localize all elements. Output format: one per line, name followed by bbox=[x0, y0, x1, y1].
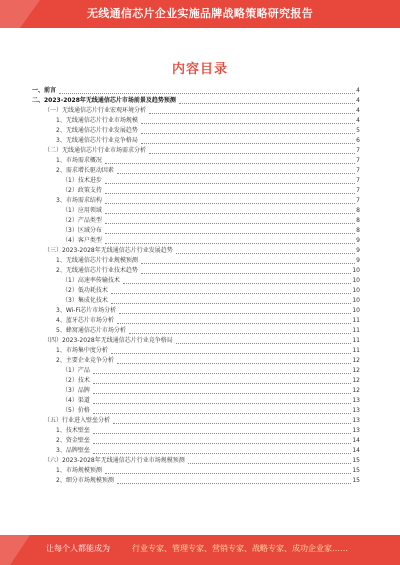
toc-page-number: 6 bbox=[356, 137, 360, 144]
toc-entry[interactable] bbox=[32, 356, 360, 366]
toc-dot-leader bbox=[176, 253, 355, 254]
toc-dot-leader bbox=[93, 403, 352, 404]
toc-dot-leader bbox=[93, 373, 352, 374]
toc-entry[interactable] bbox=[32, 206, 360, 216]
toc-entry-title: （五）行业进入壁垒分析 bbox=[44, 417, 111, 424]
toc-dot-leader bbox=[123, 283, 352, 284]
toc-dot-leader bbox=[105, 473, 352, 474]
toc-dot-leader bbox=[188, 463, 352, 464]
toc-entry-title: 2、资金壁垒 bbox=[56, 437, 90, 444]
toc-page-number: 11 bbox=[352, 317, 360, 324]
toc-entry-title: 5、蜂窝通信芯片市场分析 bbox=[56, 327, 126, 334]
toc-entry-title: （4）客户类型 bbox=[62, 237, 102, 244]
toc-dot-leader bbox=[105, 203, 355, 204]
toc-entry[interactable] bbox=[32, 286, 360, 296]
toc-page-number: 9 bbox=[356, 257, 360, 264]
toc-entry[interactable] bbox=[32, 136, 360, 146]
toc-entry[interactable] bbox=[32, 236, 360, 246]
toc-page-number: 11 bbox=[352, 337, 360, 344]
toc-page-number: 13 bbox=[352, 397, 360, 404]
toc-page-number: 13 bbox=[352, 427, 360, 434]
toc-entry-title: （2）技术 bbox=[62, 377, 90, 384]
footer-slogan-left: 让每个人都能成为 bbox=[46, 544, 110, 553]
toc-dot-leader bbox=[111, 303, 352, 304]
toc-dot-leader bbox=[149, 153, 355, 154]
toc-entry[interactable] bbox=[32, 266, 360, 276]
toc-entry[interactable] bbox=[32, 336, 360, 346]
toc-page-number: 7 bbox=[356, 177, 360, 184]
toc-dot-leader bbox=[141, 263, 355, 264]
toc-entry[interactable] bbox=[32, 96, 360, 106]
toc-entry-title: 1、无线通信芯片行业市场规模 bbox=[56, 117, 138, 124]
toc-entry[interactable] bbox=[32, 196, 360, 206]
toc-page-number: 10 bbox=[352, 297, 360, 304]
toc-page-number: 12 bbox=[352, 387, 360, 394]
toc-dot-leader bbox=[141, 123, 355, 124]
toc-dot-leader bbox=[117, 483, 352, 484]
toc-page-number: 4 bbox=[356, 107, 360, 114]
toc-dot-leader bbox=[141, 143, 355, 144]
toc-entry-title: （六）2023-2028年无线通信芯片行业市场规模预测 bbox=[44, 457, 185, 464]
toc-page-number: 9 bbox=[356, 237, 360, 244]
toc-entry-title: （二）无线通信芯片行业市场需求分析 bbox=[44, 147, 147, 154]
toc-page-number: 7 bbox=[356, 147, 360, 154]
toc-entry-title: 2、需求增长驱动因素 bbox=[56, 167, 114, 174]
toc-dot-leader bbox=[149, 113, 355, 114]
toc-entry-title: 二、2023-2028年无线通信芯片市场前景及趋势预测 bbox=[32, 97, 176, 104]
toc-dot-leader bbox=[105, 193, 355, 194]
toc-dot-leader bbox=[111, 353, 352, 354]
toc-dot-leader bbox=[105, 163, 355, 164]
toc-entry-title: 1、市场规模预测 bbox=[56, 467, 102, 474]
toc-page-number: 14 bbox=[352, 437, 360, 444]
toc-dot-leader bbox=[117, 363, 352, 364]
toc-entry[interactable] bbox=[32, 116, 360, 126]
toc-entry-title: （一）无线通信芯片行业宏观环境分析 bbox=[44, 107, 147, 114]
toc-dot-leader bbox=[93, 443, 352, 444]
toc-dot-leader bbox=[105, 243, 355, 244]
toc-entry[interactable] bbox=[32, 326, 360, 336]
toc-entry[interactable] bbox=[32, 316, 360, 326]
toc-dot-leader bbox=[113, 423, 351, 424]
report-title: 无线通信芯片企业实施品牌战略策略研究报告 bbox=[87, 7, 313, 20]
toc-entry-title: （1）高速率传输技术 bbox=[62, 277, 120, 284]
toc-entry[interactable] bbox=[32, 146, 360, 156]
toc-entry[interactable] bbox=[32, 156, 360, 166]
toc-entry-title: 4、蓝牙芯片市场分析 bbox=[56, 317, 114, 324]
toc-entry[interactable] bbox=[32, 456, 360, 466]
toc-page-number: 4 bbox=[356, 87, 360, 94]
toc-entry[interactable] bbox=[32, 306, 360, 316]
toc-page-number: 5 bbox=[356, 127, 360, 134]
toc-entry-title: （3）集成化技术 bbox=[62, 297, 108, 304]
toc-entry[interactable] bbox=[32, 346, 360, 356]
toc-entry[interactable] bbox=[32, 246, 360, 256]
toc-page-number: 15 bbox=[352, 477, 360, 484]
toc-page-number: 7 bbox=[356, 157, 360, 164]
toc-dot-leader bbox=[179, 103, 355, 104]
toc-dot-leader bbox=[117, 173, 355, 174]
toc-page-number: 9 bbox=[356, 247, 360, 254]
toc-page-number: 13 bbox=[352, 407, 360, 414]
header-banner bbox=[0, 0, 400, 28]
toc-dot-leader bbox=[93, 393, 352, 394]
toc-entry[interactable] bbox=[32, 386, 360, 396]
toc-entry[interactable] bbox=[32, 106, 360, 116]
toc-page-number: 15 bbox=[352, 467, 360, 474]
toc-entry-title: 2、无线通信芯片行业技术趋势 bbox=[56, 267, 138, 274]
toc-entry[interactable] bbox=[32, 166, 360, 176]
toc-page-number: 12 bbox=[352, 367, 360, 374]
toc-page-number: 11 bbox=[352, 327, 360, 334]
toc-entry-title: 3、Wi-Fi芯片市场分析 bbox=[56, 307, 117, 314]
toc-dot-leader bbox=[141, 273, 352, 274]
toc-entry-title: （1）技术进步 bbox=[62, 177, 102, 184]
toc-dot-leader bbox=[141, 133, 355, 134]
toc-entry[interactable] bbox=[32, 416, 360, 426]
toc-entry[interactable] bbox=[32, 216, 360, 226]
toc-entry-title: （1）应用领域 bbox=[62, 207, 102, 214]
toc-entry-title: （2）产品类型 bbox=[62, 217, 102, 224]
toc-entry[interactable] bbox=[32, 466, 360, 476]
toc-heading: 内容目录 bbox=[171, 62, 228, 77]
toc-entry-title: 1、市场需求概况 bbox=[56, 157, 102, 164]
toc-page-number: 10 bbox=[352, 287, 360, 294]
toc-entry-title: 1、无线通信芯片行业规模预测 bbox=[56, 257, 138, 264]
toc-entry-title: （3）品牌 bbox=[62, 387, 90, 394]
toc-page-number: 8 bbox=[356, 217, 360, 224]
toc-entry-title: （5）价格 bbox=[62, 407, 90, 414]
toc-entry[interactable] bbox=[32, 376, 360, 386]
footer-banner bbox=[0, 535, 400, 565]
toc-page-number: 4 bbox=[356, 117, 360, 124]
toc-entry[interactable] bbox=[32, 406, 360, 416]
toc-entry[interactable] bbox=[32, 296, 360, 306]
toc-page-number: 12 bbox=[352, 357, 360, 364]
toc-dot-leader bbox=[117, 323, 352, 324]
toc-page-number: 10 bbox=[352, 267, 360, 274]
toc-entry[interactable] bbox=[32, 256, 360, 266]
toc-dot-leader bbox=[176, 343, 352, 344]
toc-entry-title: 1、技术壁垒 bbox=[56, 427, 90, 434]
toc-entry-title: 2、细分市场规模预测 bbox=[56, 477, 114, 484]
toc-dot-leader bbox=[105, 183, 355, 184]
toc-entry[interactable] bbox=[32, 276, 360, 286]
toc-entry-title: （4）渠道 bbox=[62, 397, 90, 404]
toc-page-number: 8 bbox=[356, 227, 360, 234]
table-of-contents bbox=[32, 86, 360, 486]
toc-dot-leader bbox=[111, 293, 352, 294]
toc-entry[interactable] bbox=[32, 186, 360, 196]
toc-page-number: 15 bbox=[352, 457, 360, 464]
toc-dot-leader bbox=[93, 453, 352, 454]
toc-entry[interactable] bbox=[32, 436, 360, 446]
toc-dot-leader bbox=[119, 313, 351, 314]
toc-dot-leader bbox=[93, 413, 352, 414]
toc-entry[interactable] bbox=[32, 446, 360, 456]
toc-entry-title: （2）低功耗技术 bbox=[62, 287, 108, 294]
toc-dot-leader bbox=[93, 383, 352, 384]
toc-page-number: 10 bbox=[352, 307, 360, 314]
toc-entry-title: （四）2023-2028年无线通信芯片行业竞争格局 bbox=[44, 337, 173, 344]
toc-entry[interactable] bbox=[32, 476, 360, 486]
toc-entry-title: 1、市场集中度分析 bbox=[56, 347, 108, 354]
toc-page-number: 12 bbox=[352, 377, 360, 384]
toc-entry-title: 3、无线通信芯片行业竞争格局 bbox=[56, 137, 138, 144]
toc-entry[interactable] bbox=[32, 226, 360, 236]
toc-dot-leader bbox=[105, 213, 355, 214]
toc-page-number: 10 bbox=[352, 277, 360, 284]
toc-page-number: 11 bbox=[352, 347, 360, 354]
toc-dot-leader bbox=[105, 233, 355, 234]
toc-entry[interactable] bbox=[32, 366, 360, 376]
toc-dot-leader bbox=[129, 333, 352, 334]
toc-entry-title: （3）区域分布 bbox=[62, 227, 102, 234]
toc-page-number: 7 bbox=[356, 187, 360, 194]
toc-entry-title: 3、市场需求结构 bbox=[56, 197, 102, 204]
toc-dot-leader bbox=[93, 433, 352, 434]
toc-entry-title: 2、无线通信芯片行业发展趋势 bbox=[56, 127, 138, 134]
toc-entry-title: （2）政策支持 bbox=[62, 187, 102, 194]
toc-page-number: 4 bbox=[356, 97, 360, 104]
toc-entry-title: 一、前言 bbox=[32, 87, 57, 94]
toc-entry[interactable] bbox=[32, 426, 360, 436]
toc-page-number: 14 bbox=[352, 447, 360, 454]
toc-entry[interactable] bbox=[32, 126, 360, 136]
toc-entry[interactable] bbox=[32, 176, 360, 186]
toc-dot-leader bbox=[105, 223, 355, 224]
toc-page-number: 7 bbox=[356, 197, 360, 204]
toc-entry-title: 3、品牌壁垒 bbox=[56, 447, 90, 454]
toc-page-number: 8 bbox=[356, 207, 360, 214]
toc-page-number: 7 bbox=[356, 167, 360, 174]
footer-slogan-right: 行业专家、管理专家、营销专家、战略专家、成功企业家…… bbox=[132, 544, 348, 553]
toc-entry-title: （1）产品 bbox=[62, 367, 90, 374]
toc-entry[interactable] bbox=[32, 86, 360, 96]
toc-entry-title: 2、主要企业竞争分析 bbox=[56, 357, 114, 364]
toc-dot-leader bbox=[59, 93, 355, 94]
toc-page-number: 13 bbox=[352, 417, 360, 424]
toc-entry[interactable] bbox=[32, 396, 360, 406]
toc-entry-title: （三）2023-2028年无线通信芯片行业发展趋势 bbox=[44, 247, 173, 254]
